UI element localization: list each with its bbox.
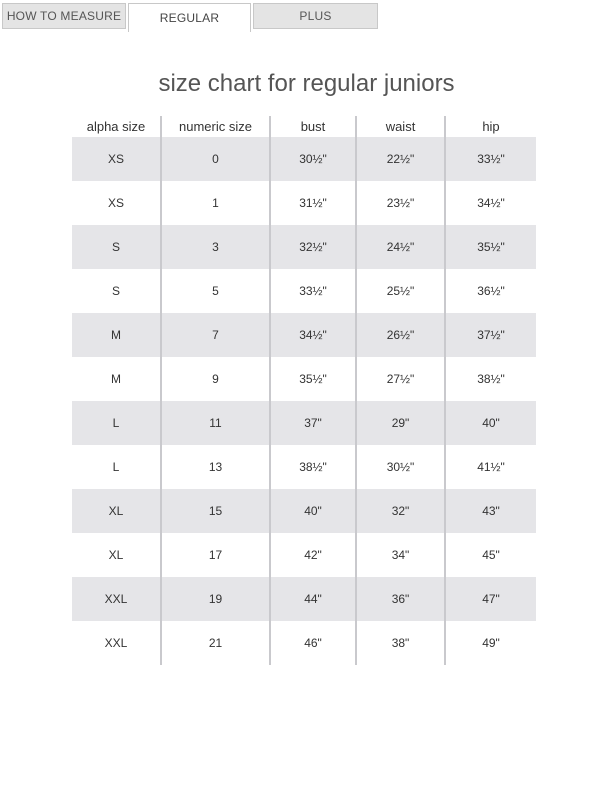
header-hip: hip (445, 116, 536, 137)
header-alpha-size: alpha size (86, 119, 146, 134)
numeric-size-cell: 3 (161, 225, 270, 269)
bust-cell: 37" (270, 401, 356, 445)
bust-cell: 44" (270, 577, 356, 621)
waist-cell: 25½" (356, 269, 445, 313)
header-waist: waist (356, 116, 445, 137)
waist-cell: 38" (356, 621, 445, 665)
alpha-size-cell: XXL (72, 577, 161, 621)
table-row (72, 489, 536, 533)
bust-cell: 40" (270, 489, 356, 533)
hip-cell: 35½" (445, 225, 536, 269)
numeric-size-cell: 7 (161, 313, 270, 357)
alpha-size-cell: L (72, 401, 161, 445)
waist-cell: 30½" (356, 445, 445, 489)
alpha-size-cell: XL (108, 548, 124, 562)
alpha-size-cell: XS (72, 137, 161, 181)
hip-cell: 49" (445, 621, 536, 665)
hip-cell: 40" (445, 401, 536, 445)
alpha-size-cell: XXL (104, 636, 128, 650)
size-chart-table (72, 116, 536, 665)
table-header-row (72, 116, 536, 137)
bust-cell: 38½" (270, 445, 356, 489)
hip-cell: 37½" (445, 313, 536, 357)
hip-cell: 41½" (445, 445, 536, 489)
bust-cell: 35½" (270, 357, 356, 401)
numeric-size-cell: 9 (161, 357, 270, 401)
table-row (72, 137, 536, 181)
table-row (72, 445, 536, 489)
bust-cell: 31½" (270, 181, 356, 225)
alpha-size-cell: S (72, 225, 161, 269)
page-title: size chart for regular juniors (158, 70, 455, 97)
hip-cell: 47" (445, 577, 536, 621)
alpha-size-cell: XL (72, 489, 161, 533)
numeric-size-cell: 15 (161, 489, 270, 533)
table-row (72, 269, 536, 313)
table-row (72, 577, 536, 621)
tab-regular[interactable]: REGULAR (128, 3, 251, 32)
hip-cell: 45" (445, 533, 536, 577)
bust-cell: 33½" (270, 269, 356, 313)
tab-plus[interactable]: PLUS (253, 3, 378, 29)
alpha-size-cell: M (72, 313, 161, 357)
waist-cell: 23½" (356, 181, 445, 225)
bust-cell: 32½" (270, 225, 356, 269)
bust-cell: 46" (270, 621, 356, 665)
table-row (72, 621, 536, 665)
tab-how-to-measure[interactable]: HOW TO MEASURE (2, 3, 126, 29)
bust-cell: 34½" (270, 313, 356, 357)
bust-cell: 30½" (270, 137, 356, 181)
table-row (72, 401, 536, 445)
header-numeric-size: numeric size (161, 116, 270, 137)
waist-cell: 29" (356, 401, 445, 445)
hip-cell: 38½" (445, 357, 536, 401)
numeric-size-cell: 5 (161, 269, 270, 313)
waist-cell: 26½" (356, 313, 445, 357)
table-row (72, 357, 536, 401)
numeric-size-cell: 17 (161, 533, 270, 577)
numeric-size-cell: 21 (161, 621, 270, 665)
numeric-size-cell: 0 (161, 137, 270, 181)
alpha-size-cell: XS (107, 196, 124, 210)
hip-cell: 36½" (445, 269, 536, 313)
size-chart-tabs (2, 3, 382, 32)
waist-cell: 22½" (356, 137, 445, 181)
hip-cell: 43" (445, 489, 536, 533)
table-row (72, 313, 536, 357)
waist-cell: 36" (356, 577, 445, 621)
waist-cell: 34" (356, 533, 445, 577)
alpha-size-cell: S (111, 284, 120, 298)
numeric-size-cell: 13 (161, 445, 270, 489)
waist-cell: 27½" (356, 357, 445, 401)
table-row (72, 533, 536, 577)
waist-cell: 24½" (356, 225, 445, 269)
table-row (72, 225, 536, 269)
numeric-size-cell: 11 (161, 401, 270, 445)
alpha-size-cell: M (111, 372, 121, 386)
waist-cell: 32" (356, 489, 445, 533)
header-bust: bust (270, 116, 356, 137)
hip-cell: 33½" (445, 137, 536, 181)
numeric-size-cell: 19 (161, 577, 270, 621)
numeric-size-cell: 1 (161, 181, 270, 225)
hip-cell: 34½" (445, 181, 536, 225)
alpha-size-cell: L (112, 460, 120, 474)
table-row (72, 181, 536, 225)
table-body (72, 137, 536, 665)
bust-cell: 42" (270, 533, 356, 577)
